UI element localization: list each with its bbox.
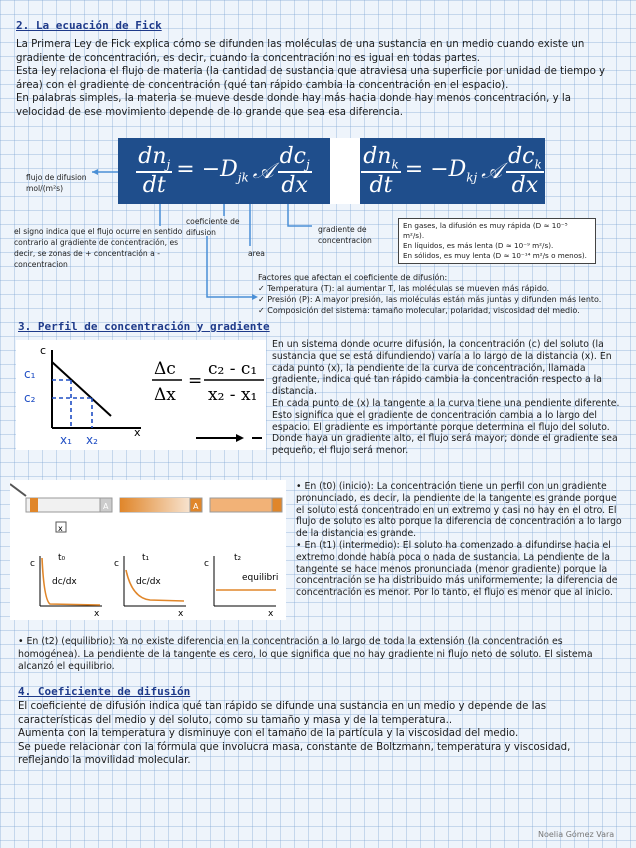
- stage-t1: • En (t1) (intermedio): El soluto ha comenzado a difundirse hacia el extremo donde había poca o nada de sustancia. La pendiente de la tangente se hace menos pronunciada (menor gradiente) porque la concentración se ha distribuido más uniformemente; la diferencia de concentración es menor. Por lo tanto, el flujo es menor que al inicio.: [296, 539, 618, 599]
- graph1-c-label: c: [40, 344, 47, 357]
- graph1-c1-label: c₁: [24, 367, 36, 381]
- label-area: area: [248, 249, 265, 258]
- factor-presion: ✓ Presión (P): A mayor presión, las moléculas están más juntas y difunden más lento.: [258, 295, 602, 304]
- panel-t2-label: t₂: [234, 553, 242, 563]
- graph1-x-label: x: [134, 426, 141, 439]
- author-signature: Noelia Gómez Vara: [538, 830, 615, 839]
- graph1-x2-label: x₂: [86, 433, 98, 447]
- graph1-x1-label: x₁: [60, 433, 72, 447]
- stage-t2: • En (t2) (equilibrio): Ya no existe diferencia en la concentración a lo largo de toda la extensión (la concentración es homogénea). La pendiente de la tangente es cero, lo que significa que no hay gradiente ni flujo neto de soluto. El sistema alcanzó el equilibrio.: [18, 636, 593, 673]
- eq2-rhs-sub: k: [534, 157, 542, 172]
- diffusion-time-figure: [10, 480, 286, 620]
- bar-t0-solute: [30, 498, 38, 512]
- box-line-solidos: En sólidos, es muy lenta (D ≈ 10⁻¹⁴ m²/s o menos).: [403, 251, 587, 260]
- arrow-gradiente: [288, 204, 312, 226]
- time-stages-text: [296, 481, 626, 599]
- gradient-graph: [16, 340, 266, 450]
- eq1-lhs-den: dt: [142, 173, 166, 199]
- eq2-lhs-sub: k: [391, 157, 399, 172]
- label-flujo: flujo de difusion mol/(m²s): [26, 173, 87, 193]
- panel-t1: [114, 553, 186, 619]
- formula-lhs-den: Δx: [154, 385, 176, 405]
- formula-arrowhead: [236, 434, 244, 442]
- eq2-lhs-num: dn: [363, 143, 392, 169]
- panel-t0-x: x: [94, 609, 100, 619]
- bar-t1-solute: [120, 498, 190, 512]
- eq1-area: 𝒜: [252, 158, 274, 184]
- bar-t0-A: A: [103, 502, 109, 511]
- panel-t2-equilibrio: equilibri: [242, 573, 279, 583]
- panel-t0-dcdx: dc/dx: [52, 577, 77, 587]
- label-signo: el signo indica que el flujo ocurre en sentido contrario al gradiente de concentración, es decir, se zonas de + concentración a -concentracion: [14, 227, 183, 269]
- eq1-lhs-sub: j: [166, 157, 171, 172]
- eq2-rhs-den: dx: [511, 173, 539, 199]
- factors-title: Factores que afectan el coeficiente de difusión:: [258, 273, 448, 282]
- gradient-formula: [152, 359, 264, 405]
- formula-rhs-den: x₂ - x₁: [208, 385, 258, 405]
- diffusion-time-graph: [10, 480, 286, 620]
- eq2-rhs-num: dc: [508, 143, 535, 169]
- syringe-icon: [10, 484, 26, 496]
- eq1-mid: = −D: [176, 157, 238, 183]
- graph1-curve: [52, 362, 111, 416]
- section-4-title: 4. Coeficiente de difusión: [18, 685, 191, 698]
- eq1-mid-sub: jk: [237, 170, 249, 185]
- x-marker-label: x: [58, 524, 63, 533]
- bar-t2: [210, 498, 272, 512]
- eq2-mid: = −D: [404, 157, 467, 183]
- formula-rhs-num: c₂ - c₁: [208, 359, 258, 379]
- label-coeficiente: coeficiente de difusion: [186, 217, 240, 237]
- gradient-figure: [16, 340, 266, 450]
- eq2-mid-sub: kj: [466, 170, 478, 185]
- panel-t1-label: t₁: [142, 553, 150, 563]
- eq2-area: 𝒜: [481, 158, 503, 184]
- section-3-body: [272, 339, 622, 457]
- sec2-paragraph-1: La Primera Ley de Fick explica cómo se difunden las moléculas de una sustancia en un medio cuando existe un gradiente de concentración, es decir, cuando la concentración no es igual en todas partes.: [16, 39, 585, 64]
- sec2-paragraph-2: Esta ley relaciona el flujo de materia (la cantidad de sustancia que atraviesa una superficie por unidad de tiempo y área) con el gradiente de concentración (qué tan rápido cambia la concentración en el espacio).: [16, 66, 606, 91]
- eq1-rhs-sub: j: [305, 157, 310, 172]
- graph1-c2-label: c₂: [24, 391, 36, 405]
- factor-temperatura: ✓ Temperatura (T): al aumentar T, las moléculas se mueven más rápido.: [258, 284, 550, 293]
- panel-t1-c: c: [114, 559, 119, 569]
- sec4-paragraph-2: Aumenta con la temperatura y disminuye con el tamaño de la partícula y la viscosidad del medio.: [18, 728, 519, 739]
- panel-t0-label: t₀: [58, 553, 66, 563]
- sec4-paragraph-1: El coeficiente de difusión indica qué tan rápido se difunde una sustancia en un medio y depende de las características del medio y del soluto, como su tamaño y masa y de la temperatura..: [18, 701, 547, 726]
- sec3-paragraph-2: En cada punto de (x) la tangente a la curva tiene una pendiente diferente. Esto significa que el gradiente de concentración cambia a lo largo del espacio. El gradiente es importante porque determina el flujo del soluto. Donde haya un gradiente alto, el flujo será mayor; donde el gradiente sea pequeño, el flujo será menor.: [272, 397, 620, 457]
- arrow-factores: [207, 236, 254, 297]
- panel-t1-dcdx: dc/dx: [136, 577, 161, 587]
- panel-t2-c: c: [204, 559, 209, 569]
- factor-composicion: ✓ Composición del sistema: tamaño molecular, polaridad, viscosidad del medio.: [258, 306, 580, 315]
- diffusion-values-box: [398, 218, 596, 264]
- eq1-rhs-den: dx: [281, 173, 308, 199]
- sec3-paragraph-1: En un sistema donde ocurre difusión, la concentración (c) del soluto (la sustancia que se está difundiendo) varía a lo largo de la distancia (x). En cada punto (x), la pendiente de la curva de concentración, llamada gradiente, indica qué tan rápido cambia la concentración respecto a la distancia.: [272, 339, 612, 398]
- panel-t0-c: c: [30, 559, 35, 569]
- sec4-paragraph-3: Se puede relacionar con la fórmula que involucra masa, constante de Boltzmann, temperatura y viscosidad, reflejando la movilidad molecular.: [18, 741, 571, 766]
- panel-t2-x: x: [268, 609, 274, 619]
- sec2-paragraph-3: En palabras simples, la materia se mueve desde donde hay más hacia donde hay menos concentración, y la velocidad de ese movimiento depende de lo grande que sea esa diferencia.: [16, 93, 571, 118]
- eq1-rhs-num: dc: [279, 143, 306, 169]
- label-gradiente: gradiente de concentracion: [318, 225, 372, 245]
- section-3-title: 3. Perfil de concentración y gradiente: [18, 320, 270, 333]
- stage-t0: • En (t0) (inicio): La concentración tiene un perfil con un gradiente pronunciado, es decir, la pendiente de la tangente es grande porque el soluto está concentrado en un extremo y casi no hay en el otro. El flujo de soluto es alto porque la diferencia de concentración a lo largo de la distancia es grande.: [296, 481, 622, 540]
- section-4-body: [18, 700, 622, 768]
- box-line-gases: En gases, la difusión es muy rápida (D ≈ 10⁻⁵ m²/s).: [403, 221, 568, 240]
- panel-t1-x: x: [178, 609, 184, 619]
- panel-t2: [204, 553, 278, 619]
- factors-list: [258, 272, 618, 316]
- section-2-title: 2. La ecuación de Fick: [16, 19, 162, 32]
- panel-t0: [30, 553, 102, 619]
- eq2-lhs-den: dt: [369, 173, 393, 199]
- formula-lhs-num: Δc: [154, 359, 176, 379]
- eq1-lhs-num: dn: [138, 143, 167, 169]
- box-line-liquidos: En líquidos, es más lenta (D ≈ 10⁻⁹ m²/s).: [403, 241, 554, 250]
- formula-equals: =: [188, 371, 203, 391]
- bar-t1-A: A: [193, 502, 199, 511]
- bar-t2-end: [272, 498, 282, 512]
